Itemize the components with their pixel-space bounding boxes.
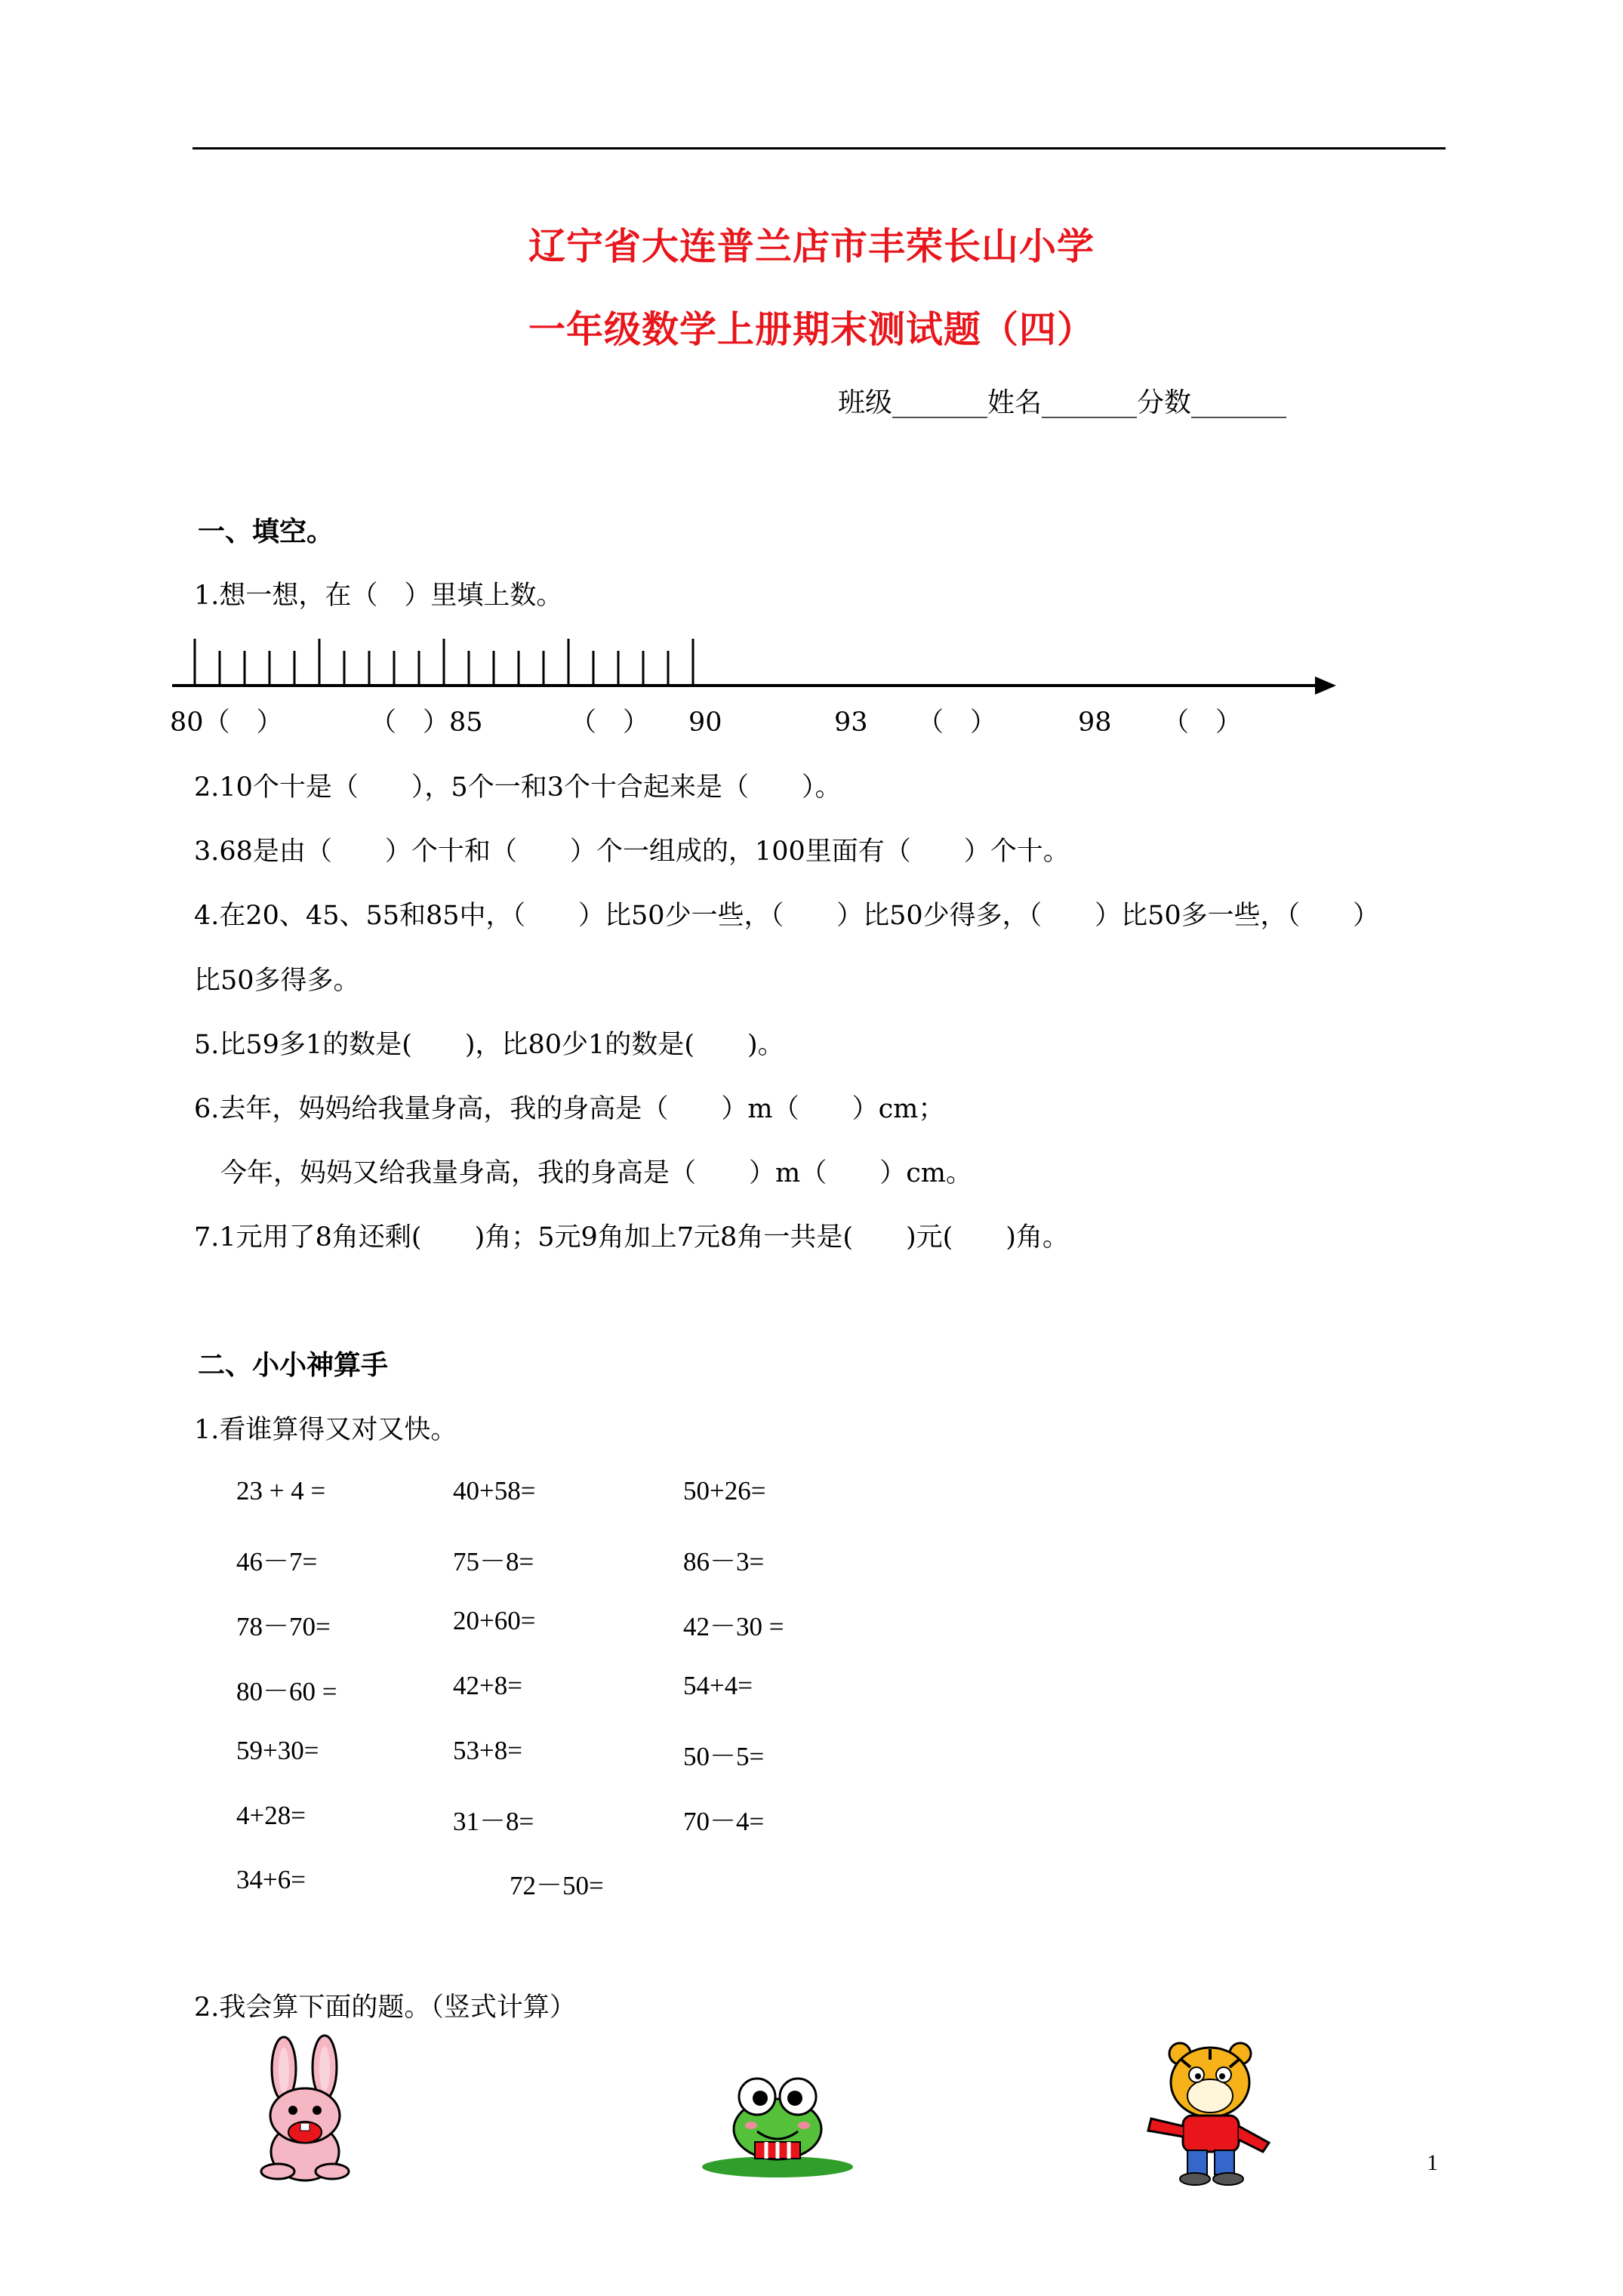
calc-item: 53+8= bbox=[453, 1736, 522, 1765]
calc-item: 70－4= bbox=[683, 1807, 765, 1836]
question-1-3: 3.68是由（ ）个十和（ ）个一组成的，100里面有（ ）个十。 bbox=[194, 837, 1070, 867]
calc-item: 42+8= bbox=[453, 1671, 522, 1700]
calc-item: 40+58= bbox=[453, 1476, 536, 1505]
question-1-5: 5.比59多1的数是( )，比80少1的数是( )。 bbox=[194, 1030, 784, 1060]
page-title-line1: 辽宁省大连普兰店市丰荣长山小学 bbox=[528, 224, 1095, 268]
question-1-7: 7.1元用了8角还剩( )角；5元9角加上7元8角一共是( )元( )角。 bbox=[194, 1222, 1069, 1253]
number-line-label: （ ） bbox=[1163, 707, 1243, 738]
number-line-label: （ ） bbox=[570, 707, 650, 738]
calc-item: 50+26= bbox=[683, 1476, 766, 1505]
question-1-2: 2.10个十是（ ），5个一和3个十合起来是（ ）。 bbox=[194, 772, 842, 803]
question-1-6: 6.去年，妈妈给我量身高，我的身高是（ ）m（ ）cm； bbox=[194, 1094, 945, 1124]
section1-heading: 一、填空。 bbox=[198, 516, 334, 547]
number-line-label: （ ）85 bbox=[370, 707, 483, 738]
calc-item: 31－8= bbox=[453, 1807, 534, 1836]
question-1-1: 1.想一想，在（ ）里填上数。 bbox=[194, 581, 563, 611]
frog-icon bbox=[698, 2073, 857, 2178]
tiger-icon bbox=[1136, 2037, 1287, 2188]
number-line-label: （ ） bbox=[917, 707, 997, 738]
calc-item: 42－30 = bbox=[683, 1612, 784, 1641]
question-1-6-cont: 今年，妈妈又给我量身高，我的身高是（ ）m（ ）cm。 bbox=[194, 1158, 972, 1188]
calc-item-last-1: 34+6= bbox=[236, 1865, 306, 1894]
calc-item: 86－3= bbox=[683, 1547, 765, 1576]
calc-item: 50－5= bbox=[683, 1742, 765, 1771]
calc-item: 20+60= bbox=[453, 1606, 536, 1635]
calc-item: 78－70= bbox=[236, 1612, 331, 1641]
calc-item: 46－7= bbox=[236, 1547, 318, 1576]
question-1-4: 4.在20、45、55和85中，（ ）比50少一些，（ ）比50少得多，（ ）比50多一些，（ ） bbox=[194, 901, 1380, 931]
student-info-line: 班级_______姓名_______分数_______ bbox=[838, 387, 1287, 418]
calc-item: 80－60 = bbox=[236, 1677, 337, 1706]
page-number: 1 bbox=[1427, 2150, 1438, 2175]
rabbit-icon bbox=[240, 2039, 376, 2186]
question-1-4-cont: 比50多得多。 bbox=[194, 966, 360, 996]
calc-item: 59+30= bbox=[236, 1736, 319, 1765]
number-line-label: 90 bbox=[688, 707, 722, 738]
number-line bbox=[0, 0, 1623, 755]
calc-item-last-2: 72－50= bbox=[510, 1871, 604, 1900]
calc-item: 75－8= bbox=[453, 1547, 534, 1576]
question-2-2: 2.我会算下面的题。（竖式计算） bbox=[194, 1992, 576, 2023]
number-line-label: 98 bbox=[1078, 707, 1112, 738]
number-line-label: 80（ ） bbox=[170, 707, 283, 738]
question-2-1: 1.看谁算得又对又快。 bbox=[194, 1415, 457, 1445]
calc-item: 4+28= bbox=[236, 1801, 306, 1830]
number-line-label: 93 bbox=[834, 707, 868, 738]
calc-item: 54+4= bbox=[683, 1671, 753, 1700]
calc-item: 23 + 4 = bbox=[236, 1476, 326, 1505]
number-line-arrow-icon bbox=[1315, 676, 1336, 695]
section2-heading: 二、小小神算手 bbox=[198, 1349, 389, 1381]
number-line-ticks bbox=[195, 639, 693, 686]
page-title-line2: 一年级数学上册期末测试题（四） bbox=[528, 307, 1095, 351]
